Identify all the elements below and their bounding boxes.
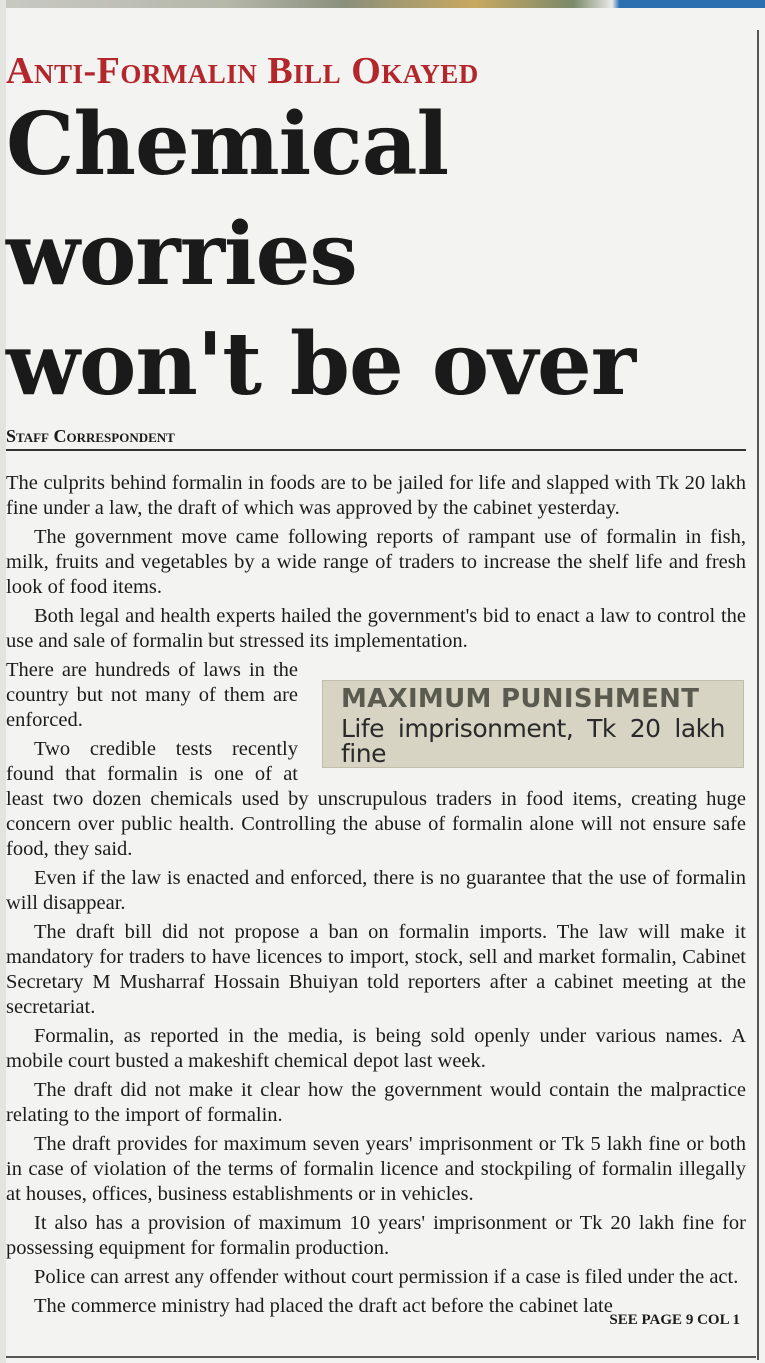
byline: Staff Correspondent bbox=[6, 426, 746, 451]
paragraph: The commerce ministry had placed the draft act before the cabinet late bbox=[34, 1295, 613, 1318]
paragraph: The government move came following reports of rampant use of formalin in fish, milk, fruits and vegetables by a wide range of traders to increase the shelf life and fresh look of food items. bbox=[6, 526, 746, 599]
paragraph: There are hundreds of laws in the country but not many of them are enforced. bbox=[6, 659, 298, 732]
photo-strip-top bbox=[0, 0, 765, 8]
pull-quote-box bbox=[322, 680, 744, 768]
paragraph: The culprits behind formalin in foods are to be jailed for life and slapped with Tk 20 lakh fine under a law, the draft of which was approved by the cabinet yesterday. bbox=[6, 472, 746, 520]
paragraph: Both legal and health experts hailed the government's bid to enact a law to control the use and sale of formalin but stressed its implementation. bbox=[6, 605, 746, 653]
column-rule bbox=[757, 30, 759, 1360]
article-body bbox=[6, 471, 746, 1319]
headline-line-1: Chemical worries bbox=[6, 94, 449, 306]
paragraph: Two credible tests recently found that formalin is one of at least two dozen chemicals used by unscrupulous traders in food items, creating huge concern over public health. Controlling the abuse of formalin alone will not ensure safe food, they said. bbox=[6, 738, 746, 861]
paragraph: The draft did not make it clear how the government would contain the malpractice relating to the import of formalin. bbox=[6, 1079, 746, 1127]
paragraph: The draft bill did not propose a ban on formalin imports. The law will make it mandatory for traders to have licences to import, stock, sell and market formalin, Cabinet Secretary M Musharraf Hossain Bhuiyan told reporters after a cabinet meeting at the secretariat. bbox=[6, 921, 746, 1019]
headline bbox=[6, 90, 746, 420]
bottom-rule bbox=[6, 1356, 756, 1358]
paragraph: Even if the law is enacted and enforced, there is no guarantee that the use of formalin will disappear. bbox=[6, 867, 746, 915]
jump-line: SEE PAGE 9 COL 1 bbox=[609, 1312, 740, 1328]
paragraph: Police can arrest any offender without court permission if a case is filed under the act. bbox=[34, 1266, 739, 1289]
pull-quote-title: MAXIMUM PUNISHMENT bbox=[341, 684, 700, 715]
paragraph: It also has a provision of maximum 10 years' imprisonment or Tk 20 lakh fine for possessing equipment for formalin production. bbox=[6, 1212, 746, 1260]
paragraph: The draft provides for maximum seven years' imprisonment or Tk 5 lakh fine or both in case of violation of the terms of formalin licence and stockpiling of formalin illegally at houses, offices, business establishments or in vehicles. bbox=[6, 1133, 746, 1206]
kicker: Anti-Formalin Bill Okayed bbox=[6, 50, 479, 92]
headline-line-2: won't be over bbox=[6, 314, 636, 416]
article bbox=[6, 40, 746, 1323]
paragraph: Formalin, as reported in the media, is being sold openly under various names. A mobile court busted a makeshift chemical depot last week. bbox=[6, 1025, 746, 1073]
pull-quote-text: Life imprisonment, Tk 20 lakh fine bbox=[341, 714, 725, 769]
